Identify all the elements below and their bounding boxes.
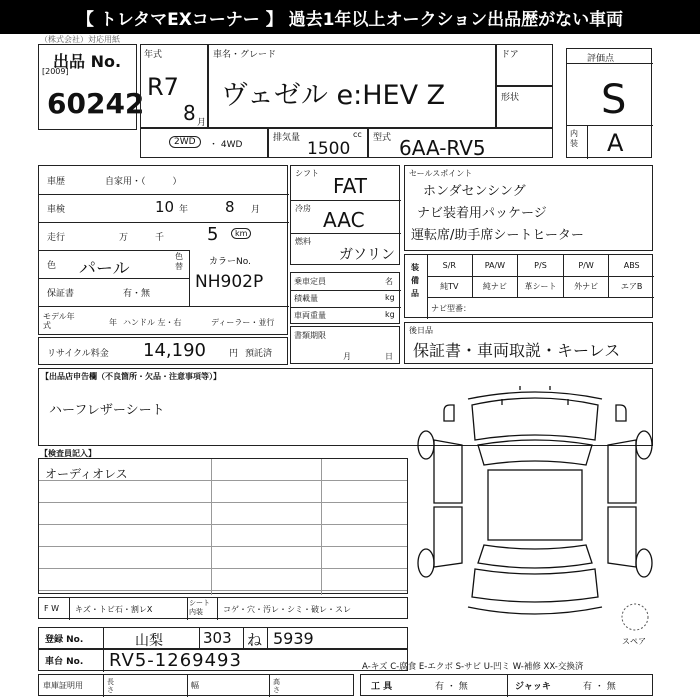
model-type-box [368,128,553,158]
lot-label: 出品 No. [53,52,122,71]
door-label: ドア [501,50,519,60]
drive-box [140,128,268,158]
equipment-row1-item-0: S/R [442,261,456,270]
model-year-label: モデル年式 [43,312,75,330]
equipment-row1-item-4: ABS [608,255,654,276]
fuel-label: 燃料 [295,237,311,246]
inspection-month-unit: 月 [251,205,261,215]
equipment-box [404,254,653,318]
after-docs-label: 後日品 [409,326,433,335]
registration-label: 登録 No. [45,635,84,645]
color-change-label: 色替 [175,252,183,271]
selling-point-1: ホンダセンシング [423,184,526,199]
recycle-value: 14,190 [143,340,206,361]
model-type-value: 6AA-RV5 [399,136,486,160]
registration-box [38,627,408,649]
displacement-label: 排気量 [273,133,301,143]
chassis-value: RV5-1269493 [109,650,242,671]
color-code-value: NH902P [195,272,264,292]
shape-box [496,86,553,128]
equipment-row2-item-2: 革シート [517,276,563,297]
shape-label: 形状 [501,93,520,103]
tools-value: 有 ・ 無 [435,682,468,692]
model-year-handle: ハンドル 左・右 [123,318,182,327]
door-box [496,44,553,86]
legend-seat: シート内装 [189,599,210,616]
garage-cert-box [38,674,354,696]
navi-model-label: ナビ型番： [431,304,471,313]
equipment-row1-item-2: P/S [517,255,563,276]
equipment-row2-item-3: 外ナビ [563,276,609,297]
legend-fw-text: キズ・トビ石・割レX [75,605,153,614]
details-left [38,165,288,335]
car-name-value: ヴェゼル e:HEV Z [221,80,446,111]
mileage-value: 5 [207,224,219,245]
recycle-box [38,337,288,365]
ac-label: 冷房 [295,204,311,213]
spare-label: スペア [622,637,646,646]
tools-label: 工 具 [371,682,393,692]
jack-label: ジャッキ [515,682,551,692]
after-docs-box [404,322,653,364]
chassis-box [38,649,408,671]
selling-points-label: セールスポイント [409,169,473,178]
capacity-box [290,272,400,324]
recycle-note: 預託済 [245,349,273,359]
model-year-year: 年 [109,318,117,327]
equipment-row1-item-1: PA/W [472,255,518,276]
drive-4wd: ・ 4WD [209,140,243,150]
year-month-value: 8 [183,101,196,125]
warranty-label: 保証書 [47,289,75,299]
inspector-label: 【検査員記入】 [40,449,96,458]
spare-tire-icon [620,602,650,632]
displacement-unit: cc [353,130,362,139]
seller-notes-value: ハーフレザーシート [49,403,165,418]
model-type-label: 型式 [373,133,392,143]
tools-box [360,674,653,696]
registration-number: 5939 [273,629,314,648]
warranty-options: 有・無 [123,289,151,299]
color-code-label: カラーNo. [209,257,251,267]
inspector-value: オーディオレス [45,467,128,481]
damage-legend: A-キズ C-腐食 E-エクボ S-サビ U-凹ミ W-補修 XX-交換済 [362,662,584,672]
year-box [140,44,208,128]
score-box [566,48,652,158]
fuel-value: ガソリン [339,247,395,263]
header-note: （株式会社）対応用紙 [40,35,120,44]
docs-expiry-day: 日 [385,352,393,361]
garage-cert-length: 長さ [107,678,114,694]
year-value: R7 [147,73,179,101]
mileage-sen: 千 [155,233,165,243]
color-label: 色 [47,261,57,271]
garage-cert-height: 高さ [273,678,280,694]
lot-box [38,44,145,130]
displacement-box [268,128,368,158]
legend-row [38,597,408,619]
car-name-box [208,44,496,128]
auction-banner: 【 トレタマEXコーナー 】 過去1年以上オークション出品歴がない車両 [0,0,700,34]
history-value: 自家用・（ ） [105,177,182,187]
load-unit: kg [385,293,395,302]
mileage-unit: km [231,228,251,239]
legend-fw: F W [44,604,60,613]
docs-expiry-month: 月 [343,352,351,361]
recycle-label: リサイクル料金 [47,349,109,359]
shift-label: シフト [295,169,319,178]
chassis-label: 車台 No. [45,657,84,667]
seller-notes-label: 【出品店申告欄（不良箇所・欠品・注意事項等）】 [41,372,221,381]
equipment-row1-item-3: P/W [563,255,609,276]
registration-kana: ね [247,631,263,649]
year-label: 年式 [144,50,163,60]
mileage-man: 万 [119,233,129,243]
docs-expiry-label: 書類期限 [294,331,326,340]
jack-value: 有 ・ 無 [583,682,616,692]
inspection-month: 8 [225,198,235,216]
score-label: 評価点 [587,54,615,64]
registration-class: 303 [203,629,232,647]
load-label: 積載量 [294,294,318,303]
selling-points-box [404,165,653,251]
registration-area: 山梨 [135,633,163,649]
interior-label: 内装 [570,129,578,148]
car-name-label: 車名・グレード [213,50,277,60]
equipment-row2-item-4: エアB [608,276,654,297]
drive-2wd: 2WD [169,136,201,148]
equipment-row2-item-1: 純ナビ [472,276,518,297]
mileage-label: 走行 [47,233,66,243]
inspector-grid [38,458,408,594]
equipment-label: 装備品 [411,263,419,298]
selling-point-3: 運転席/助手席シートヒーター [411,228,584,243]
spec-middle [290,165,400,265]
legend-seat-text: コゲ・穴・汚レ・シミ・破レ・スレ [223,605,351,614]
ac-value: AAC [323,208,365,232]
recycle-unit: 円 [229,349,239,359]
lot-stamp: [2009] [42,67,69,76]
year-month-unit: 月 [197,118,207,128]
score-value: S [601,77,627,123]
weight-unit: kg [385,310,395,319]
shift-value: FAT [333,174,368,198]
selling-point-2: ナビ装着用パッケージ [417,206,547,221]
capacity-label: 乗車定員 [294,277,326,286]
inspection-year-unit: 年 [179,205,189,215]
docs-expiry-box [290,326,400,364]
displacement-value: 1500 [307,139,351,159]
after-docs-value: 保証書・車両取説・キーレス [413,341,621,360]
inspection-year: 10 [155,198,175,216]
car-diagram [410,385,660,625]
interior-value: A [607,129,624,157]
weight-label: 車両重量 [294,311,326,320]
history-label: 車歴 [47,177,66,187]
garage-cert-label: 車庫証明用 [43,681,83,690]
garage-cert-width: 幅 [191,681,199,690]
capacity-unit: 名 [385,277,393,286]
model-year-dealer: ディーラー・並行 [211,318,275,327]
equipment-row2-item-0: 純TV [440,282,459,291]
lot-number: 60242 [47,87,145,120]
inspection-label: 車検 [47,205,66,215]
color-value: パール [79,259,130,279]
